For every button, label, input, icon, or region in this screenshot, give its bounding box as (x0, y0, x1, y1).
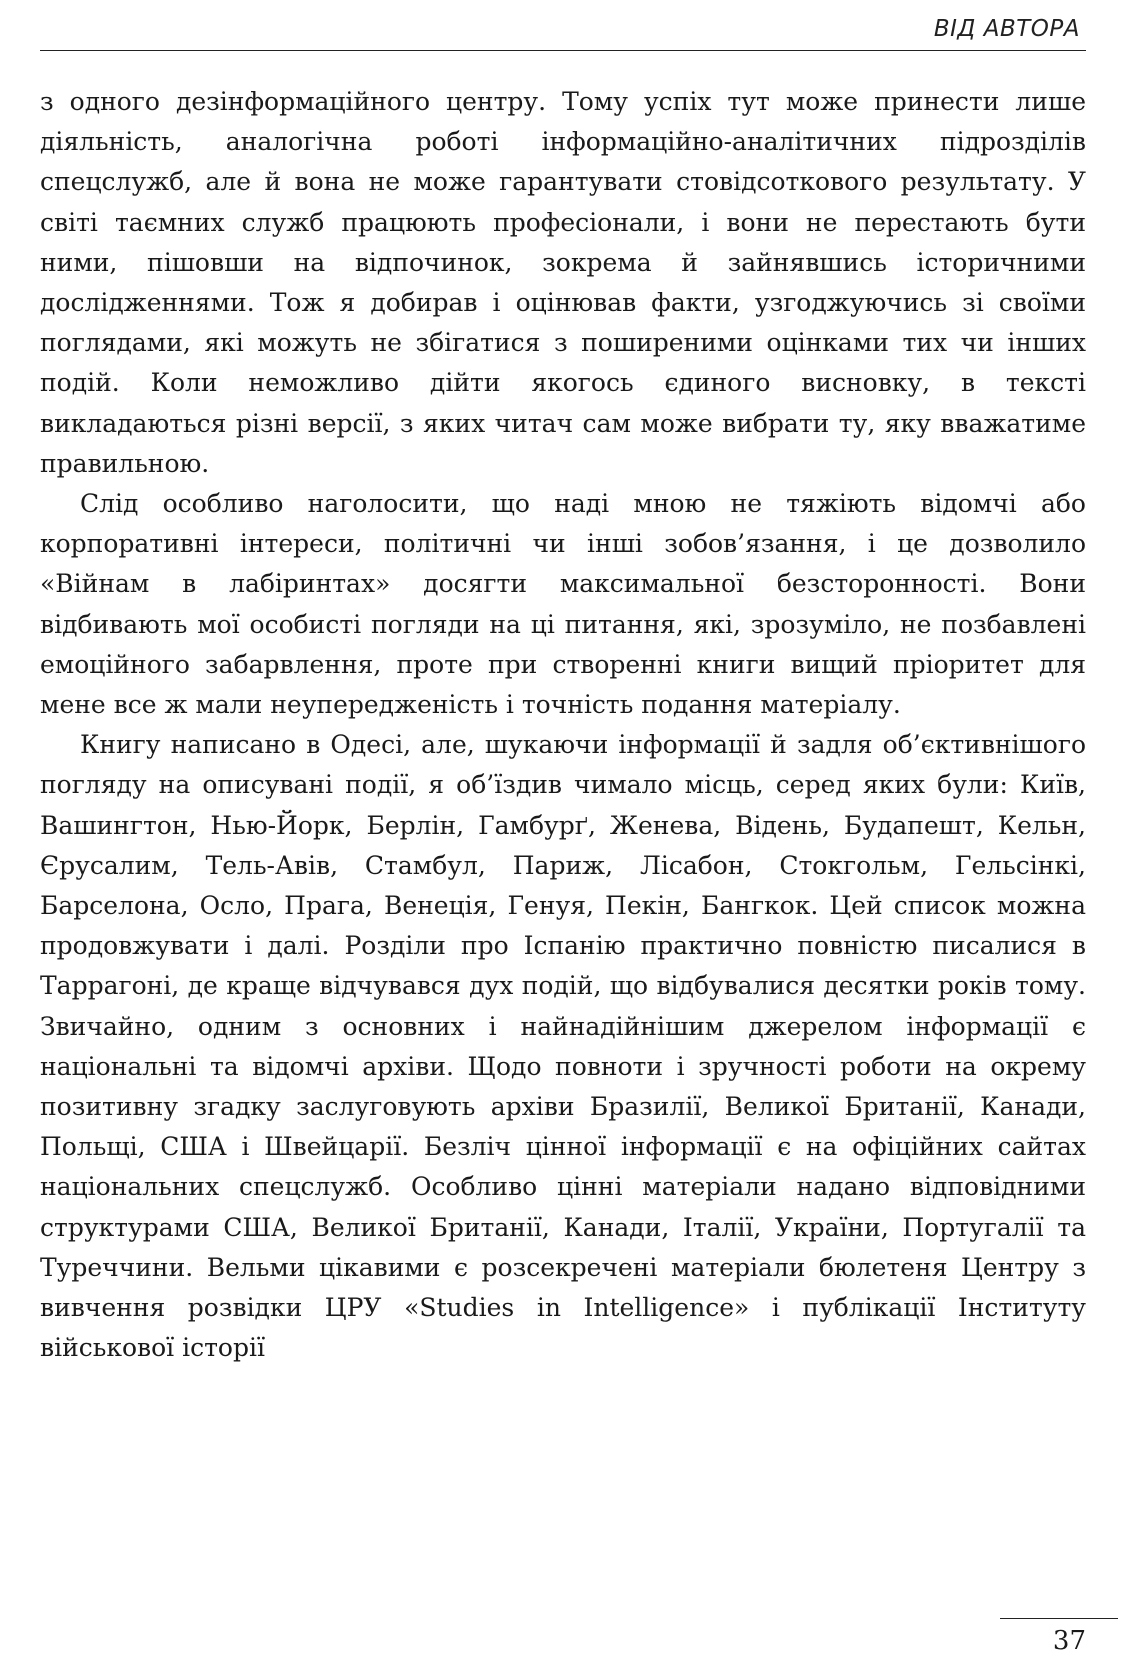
footer-rule (1000, 1618, 1118, 1619)
paragraph-sources: Книгу написано в Одесі, але, шукаючи інформації й задля об’єктивнішого погляду на описувані події, я об’їздив чимало місць, серед яких були: Київ, Вашингтон, Нью-Йорк, Берлін, Гамбурґ, Женева, Відень, Будапешт, Кельн, Єрусалим, Тель-Авів, Стамбул, Париж, Лісабон, Стокгольм, Гельсінкі, Барселона, Осло, Прага, Венеція, Генуя, Пекін, Бангкок. Цей список можна продовжувати і далі. Розділи про Іспанію практично повністю писалися в Таррагоні, де краще відчувався дух подій, що відбувалися десятки років тому. Звичайно, одним з основних і найнадійнішим джерелом інформації є національні та відомчі архіви. Щодо повноти і зручності роботи на окрему позитивну згадку заслуговують архіви Бразилії, Великої Британії, Канади, Польщі, США і Швейцарії. Безліч цінної інформації є на офіційних сайтах національних спецслужб. Особливо цінні матеріали надано відповідними структурами США, Великої Британії, Канади, Італії, України, Португалії та Туреччини. Вельми цікавими є розсекречені матеріали бюлетеня Центру з вивчення розвідки ЦРУ «Studies in Intelligence» і публікації Інституту військової історії (40, 730, 1086, 1363)
paragraph-impartiality: Слід особливо наголосити, що наді мною не тяжіють відомчі або корпоративні інтереси, політичні чи інші зобов’язання, і це дозволило «Війнам в лабіринтах» досягти максимальної безсторонності. Вони відбивають мої особисті погляди на ці питання, які, зрозуміло, не позбавлені емоційного забарвлення, проте при створенні книги вищий пріоритет для мене все ж мали неупередженість і точність подання матеріалу. (40, 489, 1086, 720)
page-body (40, 82, 1086, 1369)
paragraph-continuation: з одного дезінформаційного центру. Тому успіх тут може принести лише діяльність, аналогічна роботі інформаційно-аналітичних підрозділів спецслужб, але й вона не може гарантувати стовідсоткового результату. У світі таємних служб працюють професіонали, і вони не перестають бути ними, пішовши на відпочинок, зокрема й зайнявшись історичними дослідженнями. Тож я добирав і оцінював факти, узгоджуючись зі своїми поглядами, які можуть не збігатися з поширеними оцінками тих чи інших подій. Коли неможливо дійти якогось єдиного висновку, в тексті викладаються різні версії, з яких читач сам може вибрати ту, яку вважатиме правильною. (40, 87, 1086, 478)
running-header (40, 14, 1086, 51)
page-number: 37 (1052, 1626, 1086, 1656)
running-title: ВІД АВТОРА (933, 16, 1080, 42)
